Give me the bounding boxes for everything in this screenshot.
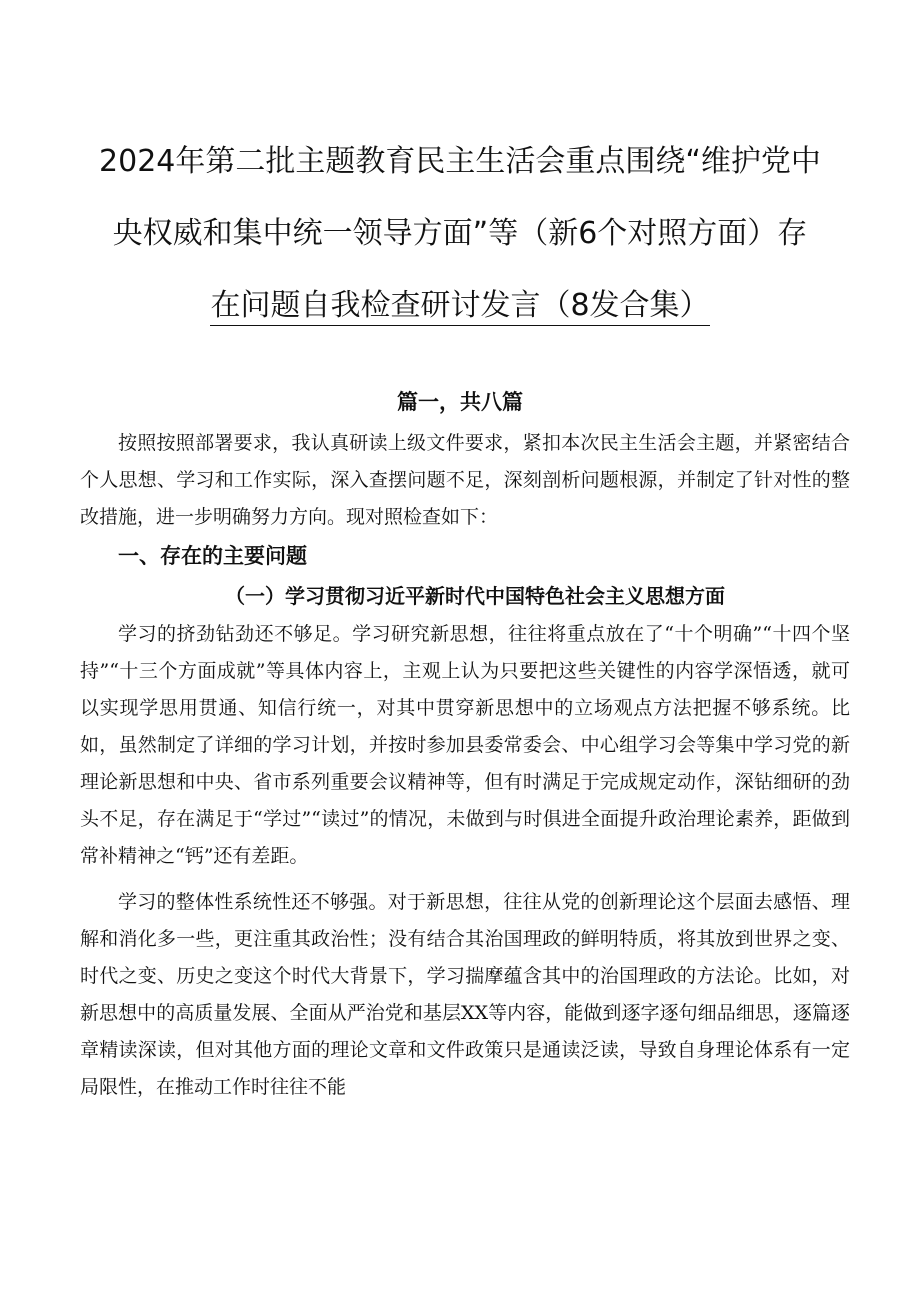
part-heading: 篇一，共八篇 (397, 390, 523, 414)
document-body (80, 425, 850, 1106)
subsection-heading: （一）学习贯彻习近平新时代中国特色社会主义思想方面 (225, 584, 725, 608)
body-paragraph-1: 学习的挤劲钻劲还不够足。学习研究新思想，往往将重点放在了“十个明确”“十四个坚持”“十三个方面成就”等具体内容上，主观上认为只要把这些关键性的内容学深悟透，就可以实现学思用贯通、知信行统一，对其中贯穿新思想中的立场观点方法把握不够系统。比如，虽然制定了详细的学习计划，并按时参加县委常委会、中心组学习会等集中学习党的新理论新思想和中央、省市系列重要会议精神等，但有时满足于完成规定动作，深钻细研的劲头不足，存在满足于“学过”“读过”的情况，未做到与时俱进全面提升政治理论素养，距做到常补精神之“钙”还有差距。 (80, 623, 850, 867)
document-title (80, 126, 840, 342)
title-line-3 (80, 270, 840, 342)
title-line-2: 央权威和集中统一领导方面”等（新6个对照方面）存 (112, 216, 808, 251)
intro-paragraph: 按照按照部署要求，我认真研读上级文件要求，紧扣本次民主生活会主题，并紧密结合个人思想、学习和工作实际，深入查摆问题不足，深刻剖析问题根源，并制定了针对性的整改措施，进一步明确努力方向。现对照检查如下： (80, 432, 850, 528)
title-line-3-text: 在问题自我检查研讨发言（8发合集） (210, 288, 709, 326)
body-paragraph-2: 学习的整体性系统性还不够强。对于新思想，往往从党的创新理论这个层面去感悟、理解和消化多一些，更注重其政治性；没有结合其治国理政的鲜明特质，将其放到世界之变、时代之变、历史之变这个时代大背景下，学习揣摩蕴含其中的治国理政的方法论。比如，对新思想中的高质量发展、全面从严治党和基层XX等内容，能做到逐字逐句细品细思，逐篇逐章精读深读，但对其他方面的理论文章和文件政策只是通读泛读，导致自身理论体系有一定局限性，在推动工作时往往不能 (80, 891, 850, 1098)
section-heading: 一、存在的主要问题 (118, 544, 307, 568)
title-line-1: 2024年第二批主题教育民主生活会重点围绕“维护党中 (99, 144, 821, 179)
